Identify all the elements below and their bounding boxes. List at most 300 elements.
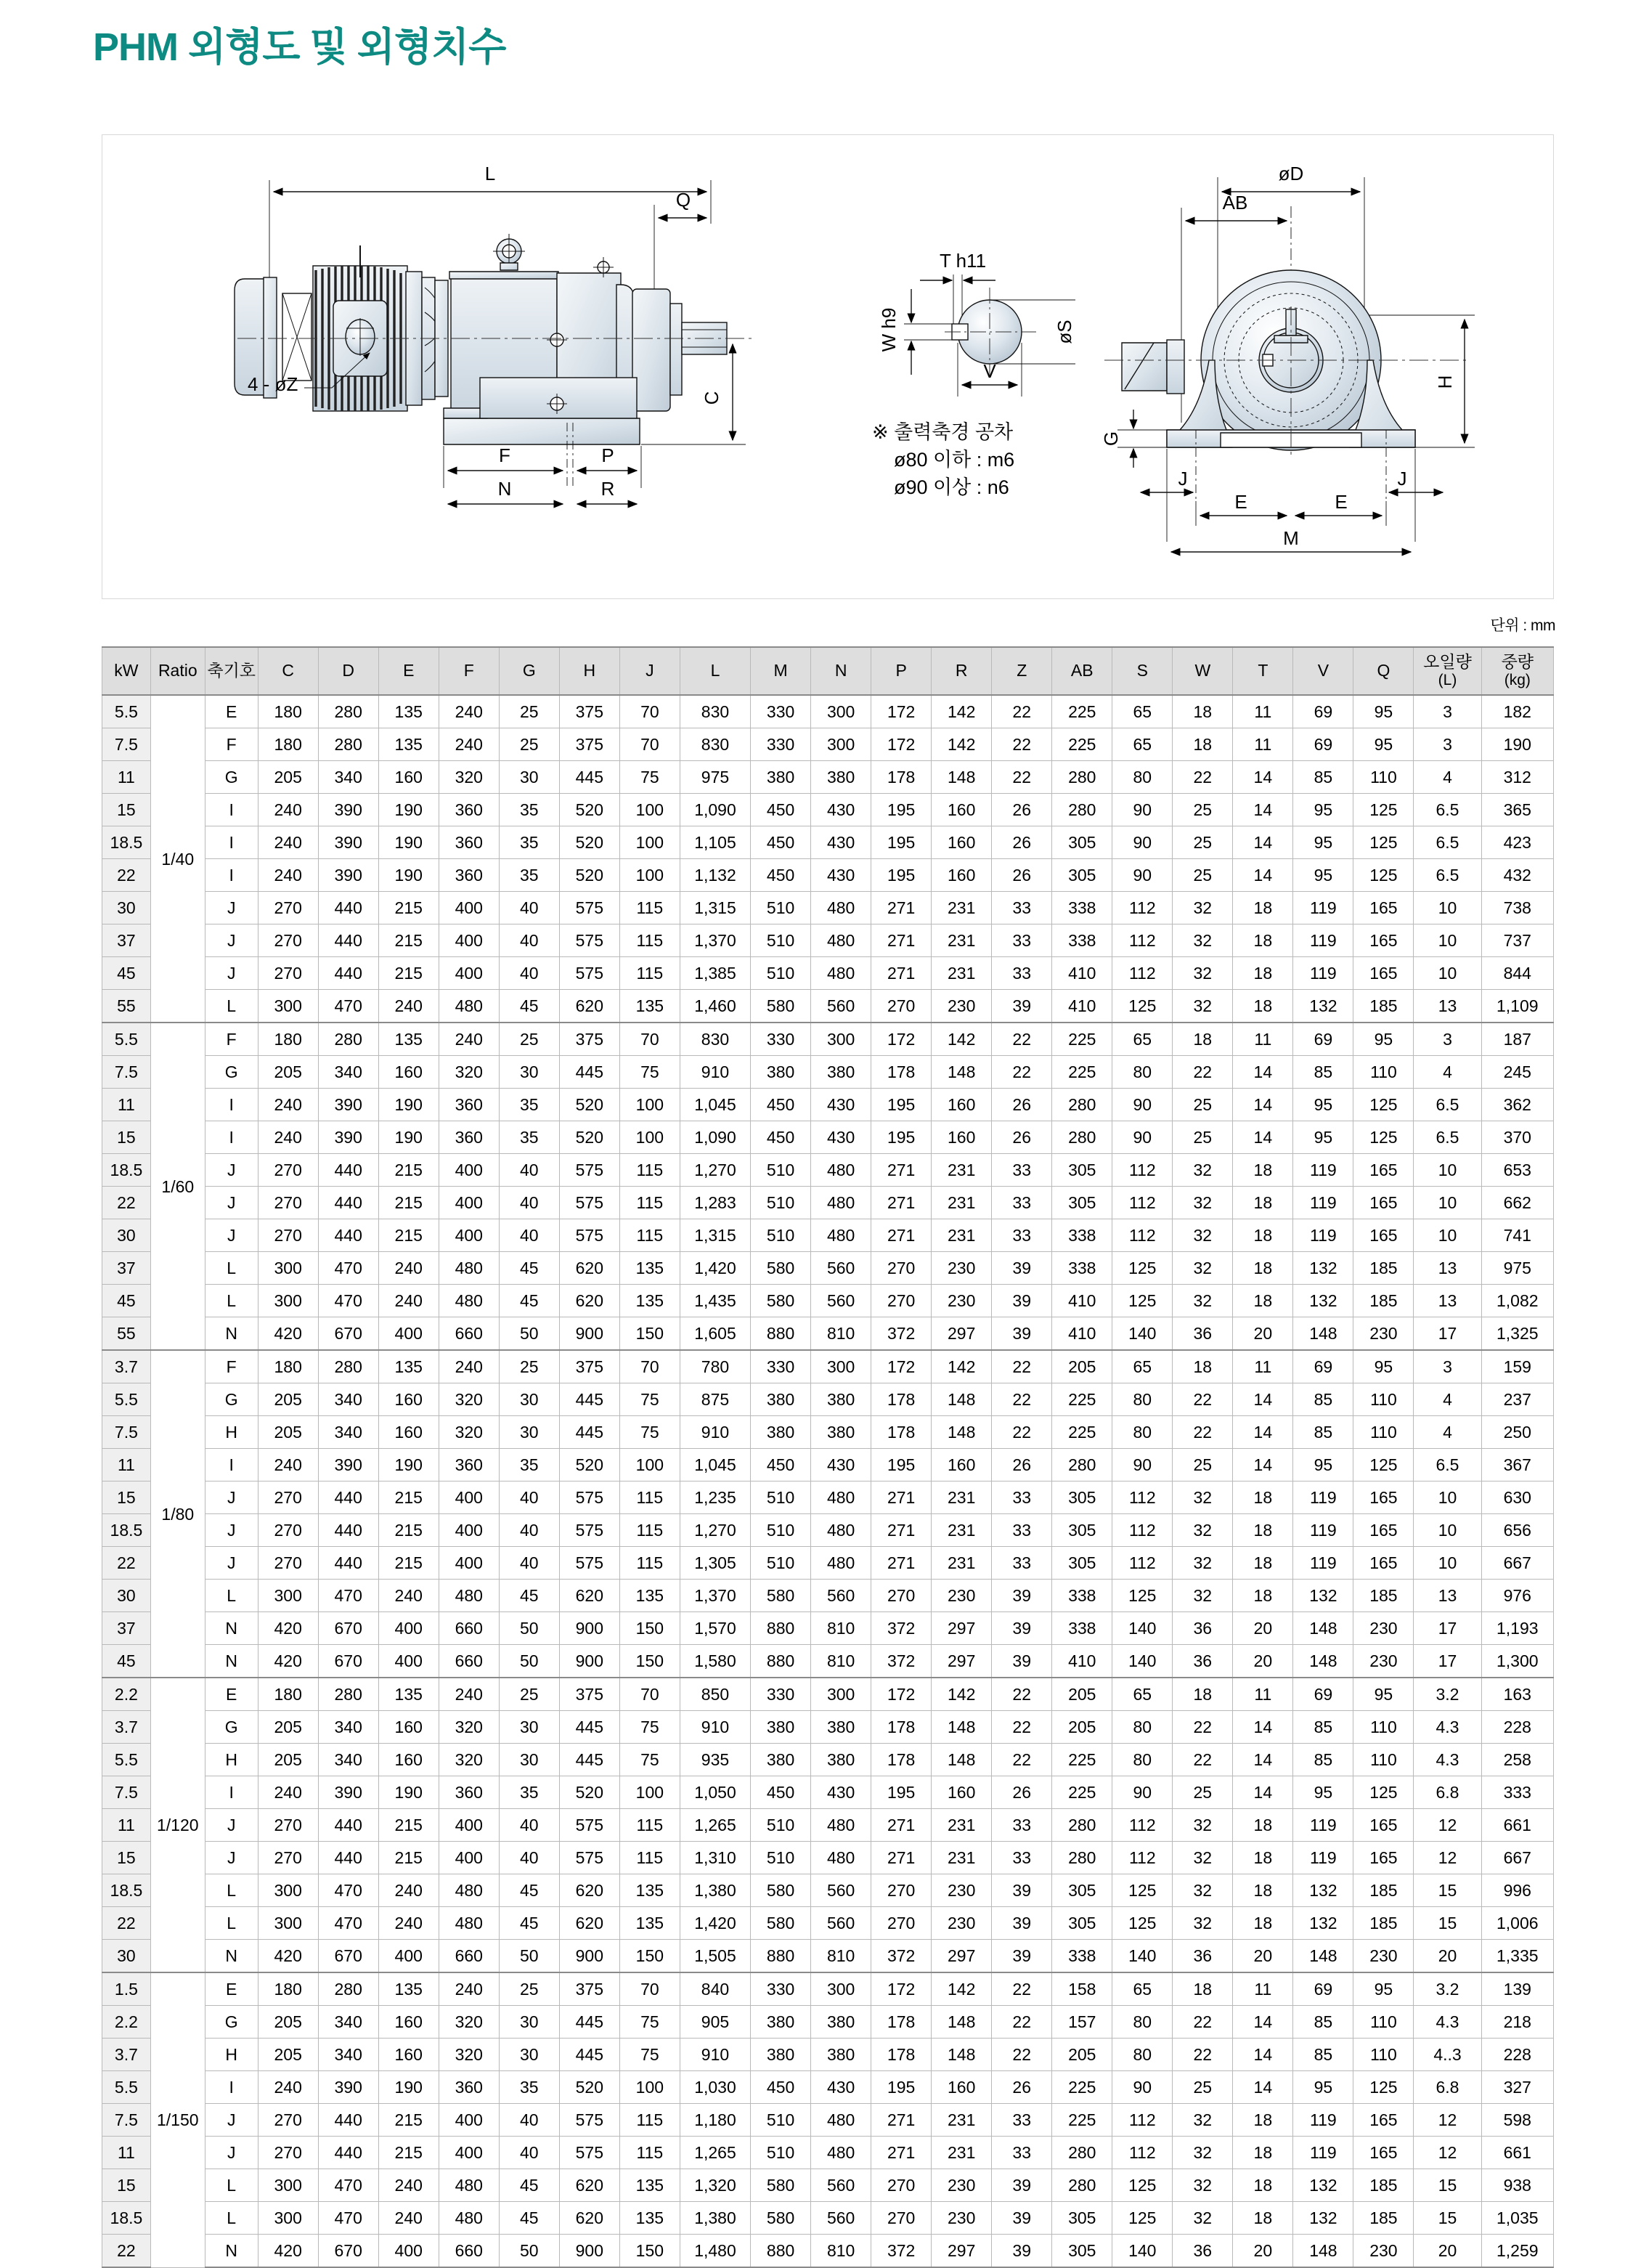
- cell-value: 231: [932, 1154, 992, 1187]
- cell-value: 18: [1233, 1514, 1293, 1547]
- cell-value: 40: [499, 924, 559, 957]
- cell-value: 22: [992, 2039, 1052, 2071]
- cell-value: 40: [499, 2137, 559, 2169]
- cell-value: 112: [1112, 2137, 1173, 2169]
- cell-value: 1,259: [1481, 2235, 1553, 2268]
- cell-value: 231: [932, 2137, 992, 2169]
- cell-value: 10: [1414, 957, 1481, 990]
- cell-value: 445: [559, 1711, 619, 1744]
- cell-value: 90: [1112, 794, 1173, 826]
- cell-value: 900: [559, 1645, 619, 1678]
- cell-value: 11: [1233, 695, 1293, 728]
- cell-value: 1,505: [680, 1940, 750, 1973]
- cell-value: 1,109: [1481, 990, 1553, 1023]
- cell-kw: 7.5: [102, 728, 151, 761]
- cell-value: 380: [751, 1711, 811, 1744]
- cell-value: 22: [1173, 1711, 1233, 1744]
- cell-value: 95: [1293, 1121, 1353, 1154]
- cell-value: 270: [871, 1285, 932, 1317]
- cell-value: 271: [871, 1219, 932, 1252]
- cell-value: 300: [258, 990, 318, 1023]
- cell-value: 14: [1233, 1056, 1293, 1089]
- cell-value: 22: [992, 1711, 1052, 1744]
- cell-value: 470: [318, 1252, 378, 1285]
- cell-value: 3: [1414, 728, 1481, 761]
- cell-value: 135: [378, 728, 439, 761]
- cell-value: 1,090: [680, 794, 750, 826]
- cell-value: 112: [1112, 1514, 1173, 1547]
- column-header-e: E: [378, 647, 439, 695]
- dim-label-H: H: [1434, 375, 1456, 389]
- cell-value: 22: [992, 1972, 1052, 2006]
- column-header-f: F: [439, 647, 499, 695]
- cell-value: 148: [932, 2039, 992, 2071]
- cell-value: 205: [1052, 1711, 1112, 1744]
- cell-value: 165: [1353, 2104, 1414, 2137]
- cell-shaft-code: J: [205, 1187, 258, 1219]
- cell-value: 172: [871, 1023, 932, 1056]
- dim-label-M: M: [1283, 527, 1299, 549]
- cell-value: 215: [378, 892, 439, 924]
- cell-value: 125: [1353, 1449, 1414, 1481]
- cell-value: 1,385: [680, 957, 750, 990]
- cell-value: 33: [992, 2137, 1052, 2169]
- cell-value: 75: [619, 2039, 680, 2071]
- cell-value: 271: [871, 924, 932, 957]
- cell-value: 115: [619, 1219, 680, 1252]
- cell-value: 75: [619, 2006, 680, 2039]
- cell-value: 32: [1173, 892, 1233, 924]
- cell-value: 115: [619, 924, 680, 957]
- cell-value: 410: [1052, 990, 1112, 1023]
- cell-value: 80: [1112, 1744, 1173, 1776]
- column-header-ab: AB: [1052, 647, 1112, 695]
- cell-value: 25: [1173, 1776, 1233, 1809]
- cell-value: 15: [1414, 2169, 1481, 2202]
- cell-value: 470: [318, 1580, 378, 1612]
- cell-value: 280: [1052, 1449, 1112, 1481]
- cell-value: 271: [871, 1842, 932, 1874]
- cell-shaft-code: J: [205, 1547, 258, 1580]
- cell-value: 160: [932, 2071, 992, 2104]
- cell-value: 20: [1233, 1612, 1293, 1645]
- cell-value: 1,090: [680, 1121, 750, 1154]
- cell-value: 380: [751, 1744, 811, 1776]
- cell-value: 160: [932, 1121, 992, 1154]
- cell-value: 240: [378, 1907, 439, 1940]
- cell-value: 230: [1353, 1612, 1414, 1645]
- cell-value: 380: [751, 2006, 811, 2039]
- cell-kw: 2.2: [102, 1678, 151, 1711]
- cell-value: 305: [1052, 859, 1112, 892]
- cell-shaft-code: J: [205, 1809, 258, 1842]
- cell-value: 30: [499, 1056, 559, 1089]
- cell-value: 240: [258, 859, 318, 892]
- cell-value: 380: [811, 761, 871, 794]
- cell-value: 670: [318, 1940, 378, 1973]
- dim-label-L: L: [484, 163, 496, 184]
- cell-value: 270: [258, 1514, 318, 1547]
- cell-value: 240: [439, 695, 499, 728]
- cell-value: 440: [318, 957, 378, 990]
- cell-value: 670: [318, 1645, 378, 1678]
- cell-value: 575: [559, 1187, 619, 1219]
- cell-value: 148: [932, 1711, 992, 1744]
- cell-value: 45: [499, 1285, 559, 1317]
- cell-value: 1,300: [1481, 1645, 1553, 1678]
- cell-value: 410: [1052, 957, 1112, 990]
- cell-value: 432: [1481, 859, 1553, 892]
- cell-value: 280: [318, 1350, 378, 1383]
- cell-value: 450: [751, 2071, 811, 2104]
- cell-value: 90: [1112, 826, 1173, 859]
- cell-kw: 5.5: [102, 695, 151, 728]
- table-row: [102, 1940, 1554, 1973]
- cell-value: 14: [1233, 826, 1293, 859]
- cell-value: 69: [1293, 1350, 1353, 1383]
- cell-value: 22: [992, 728, 1052, 761]
- cell-value: 148: [932, 1056, 992, 1089]
- cell-value: 240: [378, 1252, 439, 1285]
- cell-value: 510: [751, 957, 811, 990]
- cell-shaft-code: J: [205, 1481, 258, 1514]
- cell-value: 560: [811, 990, 871, 1023]
- cell-value: 160: [378, 2039, 439, 2071]
- cell-kw: 30: [102, 1219, 151, 1252]
- cell-shaft-code: H: [205, 1416, 258, 1449]
- cell-value: 741: [1481, 1219, 1553, 1252]
- cell-value: 40: [499, 2104, 559, 2137]
- cell-value: 667: [1481, 1842, 1553, 1874]
- cell-value: 320: [439, 1711, 499, 1744]
- table-row: [102, 2006, 1554, 2039]
- cell-value: 240: [258, 1121, 318, 1154]
- cell-value: 18: [1233, 1842, 1293, 1874]
- cell-value: 70: [619, 728, 680, 761]
- cell-value: 338: [1052, 924, 1112, 957]
- cell-value: 185: [1353, 2202, 1414, 2235]
- table-row: [102, 1187, 1554, 1219]
- cell-value: 119: [1293, 2137, 1353, 2169]
- cell-value: 320: [439, 2006, 499, 2039]
- cell-value: 150: [619, 1612, 680, 1645]
- cell-value: 1,580: [680, 1645, 750, 1678]
- cell-value: 240: [439, 1023, 499, 1056]
- cell-value: 18: [1233, 2104, 1293, 2137]
- cell-value: 148: [932, 1744, 992, 1776]
- cell-kw: 22: [102, 1187, 151, 1219]
- cell-value: 372: [871, 1612, 932, 1645]
- cell-value: 185: [1353, 1252, 1414, 1285]
- cell-value: 40: [499, 892, 559, 924]
- cell-value: 231: [932, 1547, 992, 1580]
- cell-value: 160: [932, 1089, 992, 1121]
- cell-value: 900: [559, 1940, 619, 1973]
- cell-value: 110: [1353, 2006, 1414, 2039]
- cell-kw: 30: [102, 1580, 151, 1612]
- cell-value: 976: [1481, 1580, 1553, 1612]
- cell-value: 190: [378, 826, 439, 859]
- cell-value: 372: [871, 2235, 932, 2268]
- cell-value: 132: [1293, 1580, 1353, 1612]
- cell-value: 305: [1052, 1481, 1112, 1514]
- cell-value: 975: [680, 761, 750, 794]
- cell-value: 575: [559, 1219, 619, 1252]
- cell-value: 80: [1112, 1383, 1173, 1416]
- cell-value: 135: [619, 1874, 680, 1907]
- cell-value: 270: [258, 1481, 318, 1514]
- cell-value: 240: [378, 1874, 439, 1907]
- cell-shaft-code: J: [205, 1219, 258, 1252]
- cell-value: 300: [258, 2202, 318, 2235]
- cell-value: 75: [619, 1383, 680, 1416]
- cell-value: 1,045: [680, 1089, 750, 1121]
- cell-value: 32: [1173, 2202, 1233, 2235]
- cell-value: 400: [439, 1481, 499, 1514]
- cell-value: 25: [499, 1678, 559, 1711]
- cell-value: 880: [751, 1317, 811, 1351]
- tolerance-note-line3: ø90 이상 : n6: [894, 476, 1009, 498]
- column-header-n: N: [811, 647, 871, 695]
- table-row: [102, 1056, 1554, 1089]
- dim-label-J-right: J: [1397, 468, 1407, 489]
- cell-value: 660: [439, 1940, 499, 1973]
- cell-value: 75: [619, 1056, 680, 1089]
- cell-value: 12: [1414, 2104, 1481, 2137]
- cell-value: 230: [1353, 1940, 1414, 1973]
- cell-value: 33: [992, 1481, 1052, 1514]
- cell-value: 148: [932, 761, 992, 794]
- cell-shaft-code: L: [205, 1580, 258, 1612]
- cell-value: 271: [871, 1547, 932, 1580]
- cell-value: 844: [1481, 957, 1553, 990]
- cell-value: 297: [932, 1612, 992, 1645]
- cell-kw: 7.5: [102, 2104, 151, 2137]
- cell-value: 70: [619, 1023, 680, 1056]
- cell-value: 810: [811, 2235, 871, 2268]
- cell-value: 445: [559, 2039, 619, 2071]
- cell-value: 125: [1353, 1776, 1414, 1809]
- cell-value: 18: [1233, 1874, 1293, 1907]
- cell-value: 69: [1293, 728, 1353, 761]
- cell-value: 231: [932, 1514, 992, 1547]
- cell-value: 270: [871, 1580, 932, 1612]
- cell-value: 271: [871, 1514, 932, 1547]
- cell-value: 32: [1173, 1219, 1233, 1252]
- cell-value: 338: [1052, 892, 1112, 924]
- cell-value: 880: [751, 1940, 811, 1973]
- cell-value: 45: [499, 1907, 559, 1940]
- cell-value: 320: [439, 1416, 499, 1449]
- cell-value: 139: [1481, 1972, 1553, 2006]
- cell-value: 65: [1112, 1350, 1173, 1383]
- cell-value: 80: [1112, 761, 1173, 794]
- cell-value: 14: [1233, 2071, 1293, 2104]
- cell-value: 165: [1353, 1481, 1414, 1514]
- cell-value: 85: [1293, 1056, 1353, 1089]
- table-row: [102, 892, 1554, 924]
- cell-value: 660: [439, 1612, 499, 1645]
- cell-value: 25: [1173, 2071, 1233, 2104]
- cell-value: 430: [811, 826, 871, 859]
- cell-shaft-code: H: [205, 1744, 258, 1776]
- cell-value: 270: [258, 1547, 318, 1580]
- cell-value: 17: [1414, 1612, 1481, 1645]
- cell-value: 195: [871, 1449, 932, 1481]
- cell-value: 22: [1173, 2039, 1233, 2071]
- cell-value: 165: [1353, 1809, 1414, 1842]
- cell-value: 338: [1052, 1219, 1112, 1252]
- cell-value: 880: [751, 2235, 811, 2268]
- cell-value: 140: [1112, 1317, 1173, 1351]
- cell-value: 297: [932, 1940, 992, 1973]
- cell-value: 480: [439, 2169, 499, 2202]
- cell-value: 660: [439, 2235, 499, 2268]
- outline-drawing-svg: [102, 135, 1555, 598]
- column-header-ratio: Ratio: [150, 647, 205, 695]
- cell-value: 580: [751, 1907, 811, 1940]
- cell-value: 18: [1233, 957, 1293, 990]
- cell-value: 50: [499, 2235, 559, 2268]
- cell-value: 305: [1052, 1514, 1112, 1547]
- cell-value: 85: [1293, 1383, 1353, 1416]
- cell-value: 360: [439, 826, 499, 859]
- cell-value: 165: [1353, 924, 1414, 957]
- table-row: [102, 1972, 1554, 2006]
- cell-value: 240: [258, 1089, 318, 1121]
- column-header-r: R: [932, 647, 992, 695]
- dim-label-J-left: J: [1178, 468, 1188, 489]
- table-row: [102, 1612, 1554, 1645]
- cell-value: 375: [559, 695, 619, 728]
- cell-value: 65: [1112, 1023, 1173, 1056]
- cell-value: 560: [811, 1252, 871, 1285]
- cell-value: 215: [378, 957, 439, 990]
- cell-value: 440: [318, 2137, 378, 2169]
- cell-value: 112: [1112, 1187, 1173, 1219]
- cell-shaft-code: J: [205, 892, 258, 924]
- cell-value: 240: [258, 2071, 318, 2104]
- cell-value: 400: [378, 1645, 439, 1678]
- cell-value: 215: [378, 1842, 439, 1874]
- cell-shaft-code: G: [205, 1711, 258, 1744]
- cell-value: 1,310: [680, 1842, 750, 1874]
- cell-value: 390: [318, 1449, 378, 1481]
- cell-value: 935: [680, 1744, 750, 1776]
- cell-value: 95: [1293, 1776, 1353, 1809]
- cell-value: 14: [1233, 1776, 1293, 1809]
- cell-value: 33: [992, 1219, 1052, 1252]
- cell-value: 440: [318, 892, 378, 924]
- cell-value: 195: [871, 826, 932, 859]
- cell-value: 119: [1293, 1154, 1353, 1187]
- cell-value: 125: [1112, 2169, 1173, 2202]
- cell-value: 32: [1173, 1187, 1233, 1219]
- cell-value: 580: [751, 2202, 811, 2235]
- cell-value: 297: [932, 2235, 992, 2268]
- cell-shaft-code: N: [205, 1940, 258, 1973]
- cell-value: 132: [1293, 1252, 1353, 1285]
- cell-value: 6.8: [1414, 1776, 1481, 1809]
- cell-value: 35: [499, 1089, 559, 1121]
- cell-value: 115: [619, 2104, 680, 2137]
- cell-value: 1,370: [680, 1580, 750, 1612]
- cell-value: 205: [258, 1416, 318, 1449]
- cell-value: 32: [1173, 957, 1233, 990]
- cell-value: 280: [318, 1678, 378, 1711]
- cell-value: 231: [932, 924, 992, 957]
- cell-value: 510: [751, 1219, 811, 1252]
- cell-value: 165: [1353, 957, 1414, 990]
- cell-value: 85: [1293, 1744, 1353, 1776]
- cell-value: 20: [1414, 2235, 1481, 2268]
- cell-value: 470: [318, 1874, 378, 1907]
- cell-value: 620: [559, 990, 619, 1023]
- cell-value: 160: [932, 826, 992, 859]
- column-header-v: V: [1293, 647, 1353, 695]
- cell-value: 95: [1293, 794, 1353, 826]
- cell-value: 850: [680, 1678, 750, 1711]
- cell-value: 135: [619, 1285, 680, 1317]
- cell-value: 520: [559, 826, 619, 859]
- cell-shaft-code: I: [205, 794, 258, 826]
- cell-value: 620: [559, 2169, 619, 2202]
- cell-value: 230: [1353, 2235, 1414, 2268]
- cell-value: 270: [871, 1907, 932, 1940]
- cell-value: 172: [871, 728, 932, 761]
- cell-value: 1,305: [680, 1547, 750, 1580]
- cell-value: 32: [1173, 990, 1233, 1023]
- cell-value: 280: [1052, 1842, 1112, 1874]
- cell-value: 1,370: [680, 924, 750, 957]
- cell-value: 270: [871, 1874, 932, 1907]
- cell-value: 150: [619, 2235, 680, 2268]
- table-row: [102, 2235, 1554, 2268]
- table-row: [102, 1219, 1554, 1252]
- cell-value: 231: [932, 957, 992, 990]
- cell-value: 228: [1481, 2039, 1553, 2071]
- cell-value: 135: [619, 2202, 680, 2235]
- cell-value: 125: [1353, 2071, 1414, 2104]
- cell-value: 228: [1481, 1711, 1553, 1744]
- cell-value: 205: [1052, 1678, 1112, 1711]
- cell-value: 270: [871, 1252, 932, 1285]
- cell-shaft-code: G: [205, 1056, 258, 1089]
- cell-value: 270: [258, 1219, 318, 1252]
- cell-shaft-code: N: [205, 1612, 258, 1645]
- cell-value: 178: [871, 2039, 932, 2071]
- cell-value: 135: [619, 1252, 680, 1285]
- table-row: [102, 859, 1554, 892]
- cell-value: 112: [1112, 957, 1173, 990]
- cell-kw: 55: [102, 990, 151, 1023]
- cell-shaft-code: H: [205, 2039, 258, 2071]
- cell-value: 240: [258, 826, 318, 859]
- cell-value: 280: [318, 695, 378, 728]
- cell-value: 305: [1052, 2235, 1112, 2268]
- cell-value: 69: [1293, 695, 1353, 728]
- cell-shaft-code: E: [205, 695, 258, 728]
- cell-value: 297: [932, 1645, 992, 1678]
- dim-label-bolt: 4 - øZ: [248, 373, 298, 395]
- cell-value: 280: [1052, 761, 1112, 794]
- cell-value: 25: [499, 695, 559, 728]
- cell-value: 830: [680, 1023, 750, 1056]
- cell-value: 910: [680, 1416, 750, 1449]
- cell-value: 115: [619, 1154, 680, 1187]
- cell-value: 480: [439, 990, 499, 1023]
- cell-value: 17: [1414, 1645, 1481, 1678]
